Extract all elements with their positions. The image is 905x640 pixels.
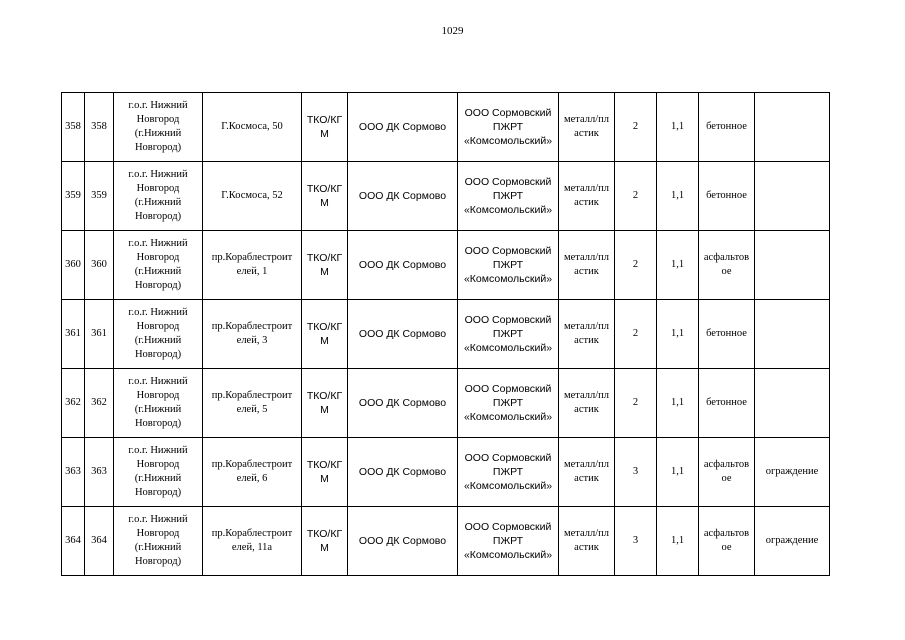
- cell-line: ООО Сормовский: [464, 176, 552, 188]
- waste-sites-table: [61, 92, 830, 576]
- cell-site-number: 361: [85, 300, 114, 369]
- table-row: [62, 300, 830, 369]
- cell-line: елей, 1: [236, 266, 268, 277]
- cell-container-count: 2: [615, 162, 657, 231]
- cell-line: Новгород): [134, 556, 182, 567]
- cell-seq-number: 359: [62, 162, 85, 231]
- cell-line: Новгород): [134, 487, 182, 498]
- cell-address: [203, 300, 302, 369]
- cell-municipality: [114, 231, 203, 300]
- cell-line: пр.Кораблестроит: [211, 459, 293, 470]
- cell-line: ООО Сормовский: [464, 314, 552, 326]
- cell-line: Новгород): [134, 142, 182, 153]
- cell-site-number: 363: [85, 438, 114, 507]
- cell-line: ПЖРТ: [492, 328, 524, 340]
- cell-line: (г.Нижний: [134, 404, 182, 415]
- cell-container-count: 2: [615, 369, 657, 438]
- cell-address: [203, 438, 302, 507]
- cell-line: асфальтов: [703, 459, 750, 470]
- cell-container-count: 3: [615, 438, 657, 507]
- cell-container-material: [559, 369, 615, 438]
- table-body: [62, 93, 830, 576]
- cell-line: астик: [574, 542, 599, 553]
- cell-line: Новгород): [134, 349, 182, 360]
- cell-line: «Комсомольский»: [463, 135, 553, 147]
- cell-line: ТКО/КГ: [306, 252, 343, 264]
- cell-seq-number: 360: [62, 231, 85, 300]
- cell-municipality: [114, 93, 203, 162]
- cell-container-material: [559, 300, 615, 369]
- table-row: [62, 369, 830, 438]
- cell-fence: [755, 369, 830, 438]
- cell-line: М: [320, 473, 329, 485]
- cell-line: Новгород: [136, 321, 180, 332]
- cell-line: Г.Космоса, 52: [221, 190, 283, 201]
- cell-line: ООО Сормовский: [464, 452, 552, 464]
- cell-line: (г.Нижний: [134, 473, 182, 484]
- cell-organization: [458, 438, 559, 507]
- cell-line: астик: [574, 404, 599, 415]
- cell-line: ПЖРТ: [492, 121, 524, 133]
- cell-address: [203, 369, 302, 438]
- cell-seq-number: 362: [62, 369, 85, 438]
- cell-line: М: [320, 197, 329, 209]
- cell-address: [203, 507, 302, 576]
- cell-line: ООО Сормовский: [464, 521, 552, 533]
- cell-line: бетонное: [706, 121, 747, 132]
- cell-line: асфальтов: [703, 528, 750, 539]
- cell-line: ПЖРТ: [492, 466, 524, 478]
- cell-line: ТКО/КГ: [306, 183, 343, 195]
- cell-organization: [458, 162, 559, 231]
- table-row: [62, 162, 830, 231]
- table-row: [62, 507, 830, 576]
- cell-line: елей, 11а: [231, 542, 273, 553]
- cell-municipality: [114, 300, 203, 369]
- cell-container-volume: 1,1: [657, 93, 699, 162]
- cell-line: ТКО/КГ: [306, 114, 343, 126]
- cell-line: металл/пл: [563, 459, 610, 470]
- cell-organization: [458, 231, 559, 300]
- cell-line: металл/пл: [563, 183, 610, 194]
- cell-line: пр.Кораблестроит: [211, 528, 293, 539]
- page-number: 1029: [441, 25, 464, 37]
- cell-waste-type: [302, 507, 348, 576]
- cell-owner: ООО ДК Сормово: [348, 369, 458, 438]
- cell-surface: [699, 93, 755, 162]
- cell-site-number: 358: [85, 93, 114, 162]
- cell-container-material: [559, 507, 615, 576]
- cell-line: ТКО/КГ: [306, 390, 343, 402]
- cell-waste-type: [302, 438, 348, 507]
- cell-line: (г.Нижний: [134, 128, 182, 139]
- cell-fence: [755, 231, 830, 300]
- cell-waste-type: [302, 369, 348, 438]
- cell-line: елей, 5: [236, 404, 268, 415]
- cell-line: «Комсомольский»: [463, 480, 553, 492]
- cell-seq-number: 363: [62, 438, 85, 507]
- cell-line: (г.Нижний: [134, 335, 182, 346]
- cell-line: елей, 3: [236, 335, 268, 346]
- cell-site-number: 364: [85, 507, 114, 576]
- cell-line: (г.Нижний: [134, 266, 182, 277]
- cell-line: (г.Нижний: [134, 542, 182, 553]
- cell-line: Новгород: [136, 528, 180, 539]
- cell-owner: ООО ДК Сормово: [348, 162, 458, 231]
- cell-municipality: [114, 162, 203, 231]
- cell-organization: [458, 507, 559, 576]
- cell-line: астик: [574, 128, 599, 139]
- cell-container-volume: 1,1: [657, 231, 699, 300]
- cell-container-volume: 1,1: [657, 162, 699, 231]
- cell-line: ое: [721, 266, 732, 277]
- cell-line: М: [320, 128, 329, 140]
- cell-municipality: [114, 369, 203, 438]
- cell-line: «Комсомольский»: [463, 204, 553, 216]
- cell-fence: [755, 300, 830, 369]
- cell-line: г.о.г. Нижний: [128, 169, 188, 180]
- cell-fence: ограждение: [755, 507, 830, 576]
- cell-line: ООО Сормовский: [464, 383, 552, 395]
- cell-line: бетонное: [706, 397, 747, 408]
- cell-site-number: 359: [85, 162, 114, 231]
- cell-line: металл/пл: [563, 252, 610, 263]
- cell-owner: ООО ДК Сормово: [348, 93, 458, 162]
- cell-container-volume: 1,1: [657, 369, 699, 438]
- cell-line: бетонное: [706, 328, 747, 339]
- cell-line: Новгород: [136, 114, 180, 125]
- cell-seq-number: 358: [62, 93, 85, 162]
- cell-line: г.о.г. Нижний: [128, 100, 188, 111]
- cell-line: Новгород: [136, 183, 180, 194]
- cell-container-volume: 1,1: [657, 438, 699, 507]
- cell-container-material: [559, 231, 615, 300]
- cell-surface: [699, 231, 755, 300]
- cell-line: Г.Космоса, 50: [221, 121, 283, 132]
- table-row: [62, 231, 830, 300]
- cell-line: Новгород: [136, 252, 180, 263]
- cell-fence: ограждение: [755, 438, 830, 507]
- cell-line: (г.Нижний: [134, 197, 182, 208]
- cell-owner: ООО ДК Сормово: [348, 507, 458, 576]
- cell-line: ООО Сормовский: [464, 107, 552, 119]
- cell-line: «Комсомольский»: [463, 273, 553, 285]
- cell-line: Новгород: [136, 459, 180, 470]
- cell-line: Новгород): [134, 418, 182, 429]
- cell-container-volume: 1,1: [657, 507, 699, 576]
- cell-owner: ООО ДК Сормово: [348, 300, 458, 369]
- cell-surface: [699, 369, 755, 438]
- cell-line: пр.Кораблестроит: [211, 390, 293, 401]
- cell-line: бетонное: [706, 190, 747, 201]
- cell-line: ТКО/КГ: [306, 528, 343, 540]
- cell-waste-type: [302, 93, 348, 162]
- cell-owner: ООО ДК Сормово: [348, 231, 458, 300]
- cell-line: металл/пл: [563, 114, 610, 125]
- cell-line: г.о.г. Нижний: [128, 514, 188, 525]
- cell-line: «Комсомольский»: [463, 342, 553, 354]
- cell-line: астик: [574, 473, 599, 484]
- cell-line: ООО Сормовский: [464, 245, 552, 257]
- cell-surface: [699, 300, 755, 369]
- cell-line: г.о.г. Нижний: [128, 307, 188, 318]
- cell-container-material: [559, 438, 615, 507]
- cell-container-count: 2: [615, 93, 657, 162]
- cell-line: астик: [574, 266, 599, 277]
- cell-line: ое: [721, 473, 732, 484]
- cell-line: ТКО/КГ: [306, 321, 343, 333]
- cell-line: г.о.г. Нижний: [128, 238, 188, 249]
- cell-line: М: [320, 404, 329, 416]
- cell-line: ТКО/КГ: [306, 459, 343, 471]
- cell-seq-number: 361: [62, 300, 85, 369]
- cell-line: елей, 6: [236, 473, 268, 484]
- cell-address: [203, 231, 302, 300]
- cell-container-volume: 1,1: [657, 300, 699, 369]
- cell-container-material: [559, 162, 615, 231]
- cell-container-count: 2: [615, 300, 657, 369]
- cell-site-number: 360: [85, 231, 114, 300]
- cell-line: ПЖРТ: [492, 190, 524, 202]
- cell-line: Новгород): [134, 280, 182, 291]
- cell-line: металл/пл: [563, 528, 610, 539]
- cell-surface: [699, 507, 755, 576]
- cell-fence: [755, 93, 830, 162]
- cell-line: пр.Кораблестроит: [211, 321, 293, 332]
- cell-organization: [458, 300, 559, 369]
- cell-municipality: [114, 507, 203, 576]
- cell-surface: [699, 162, 755, 231]
- cell-line: ПЖРТ: [492, 259, 524, 271]
- table-row: [62, 438, 830, 507]
- cell-surface: [699, 438, 755, 507]
- cell-line: металл/пл: [563, 321, 610, 332]
- cell-line: асфальтов: [703, 252, 750, 263]
- cell-line: пр.Кораблестроит: [211, 252, 293, 263]
- cell-line: Новгород: [136, 390, 180, 401]
- cell-waste-type: [302, 162, 348, 231]
- cell-line: М: [320, 335, 329, 347]
- cell-line: ПЖРТ: [492, 535, 524, 547]
- cell-municipality: [114, 438, 203, 507]
- cell-line: «Комсомольский»: [463, 549, 553, 561]
- cell-line: М: [320, 542, 329, 554]
- cell-line: «Комсомольский»: [463, 411, 553, 423]
- cell-container-count: 2: [615, 231, 657, 300]
- cell-line: астик: [574, 197, 599, 208]
- cell-container-material: [559, 93, 615, 162]
- table-row: [62, 93, 830, 162]
- cell-line: М: [320, 266, 329, 278]
- cell-fence: [755, 162, 830, 231]
- cell-line: ое: [721, 542, 732, 553]
- cell-site-number: 362: [85, 369, 114, 438]
- cell-line: астик: [574, 335, 599, 346]
- cell-line: Новгород): [134, 211, 182, 222]
- cell-owner: ООО ДК Сормово: [348, 438, 458, 507]
- cell-waste-type: [302, 300, 348, 369]
- cell-address: [203, 162, 302, 231]
- cell-line: г.о.г. Нижний: [128, 376, 188, 387]
- cell-organization: [458, 369, 559, 438]
- cell-container-count: 3: [615, 507, 657, 576]
- cell-line: ПЖРТ: [492, 397, 524, 409]
- cell-waste-type: [302, 231, 348, 300]
- cell-seq-number: 364: [62, 507, 85, 576]
- cell-address: [203, 93, 302, 162]
- cell-line: г.о.г. Нижний: [128, 445, 188, 456]
- cell-organization: [458, 93, 559, 162]
- cell-line: металл/пл: [563, 390, 610, 401]
